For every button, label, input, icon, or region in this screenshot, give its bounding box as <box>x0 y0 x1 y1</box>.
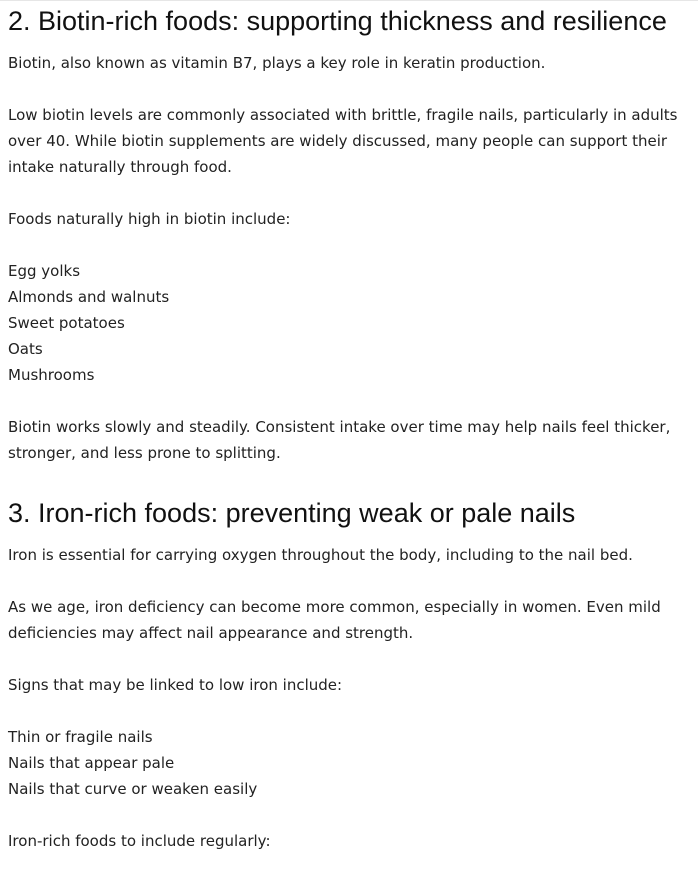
section-heading-iron: 3. Iron-rich foods: preventing weak or pale nails <box>8 498 576 528</box>
biotin-food-list <box>8 258 693 388</box>
biotin-intro-text: Biotin, also known as vitamin B7, plays a key role in keratin production. <box>8 54 546 72</box>
biotin-intro <box>8 50 693 76</box>
biotin-paragraph <box>8 102 693 180</box>
list-item: Sweet potatoes <box>8 314 125 332</box>
iron-paragraph <box>8 594 693 646</box>
biotin-paragraph-line: over 40. While biotin supplements are widely discussed, many people can support their <box>8 132 668 150</box>
biotin-closing-line: stronger, and less prone to splitting. <box>8 444 281 462</box>
list-item: Thin or fragile nails <box>8 728 153 746</box>
iron-signs-list <box>8 724 693 802</box>
list-item: Nails that curve or weaken easily <box>8 780 258 798</box>
iron-foods-intro: Iron-rich foods to include regularly: <box>8 832 271 850</box>
biotin-closing <box>8 414 693 466</box>
biotin-list-intro: Foods naturally high in biotin include: <box>8 210 291 228</box>
biotin-closing-line: Biotin works slowly and steadily. Consistent intake over time may help nails feel thicker, <box>8 418 671 436</box>
list-item: Mushrooms <box>8 366 95 384</box>
section-heading-biotin: 2. Biotin-rich foods: supporting thickness and resilience <box>8 6 667 36</box>
biotin-paragraph-line: intake naturally through food. <box>8 158 232 176</box>
article-body <box>8 0 693 854</box>
list-item: Nails that appear pale <box>8 754 175 772</box>
list-item: Egg yolks <box>8 262 81 280</box>
iron-paragraph-line: deficiencies may affect nail appearance and strength. <box>8 624 414 642</box>
list-item: Almonds and walnuts <box>8 288 170 306</box>
list-item: Oats <box>8 340 43 358</box>
iron-paragraph-line: As we age, iron deficiency can become more common, especially in women. Even mild <box>8 598 661 616</box>
iron-list-intro: Signs that may be linked to low iron include: <box>8 676 343 694</box>
biotin-paragraph-line: Low biotin levels are commonly associated with brittle, fragile nails, particularly in adults <box>8 106 678 124</box>
iron-intro: Iron is essential for carrying oxygen throughout the body, including to the nail bed. <box>8 546 633 564</box>
